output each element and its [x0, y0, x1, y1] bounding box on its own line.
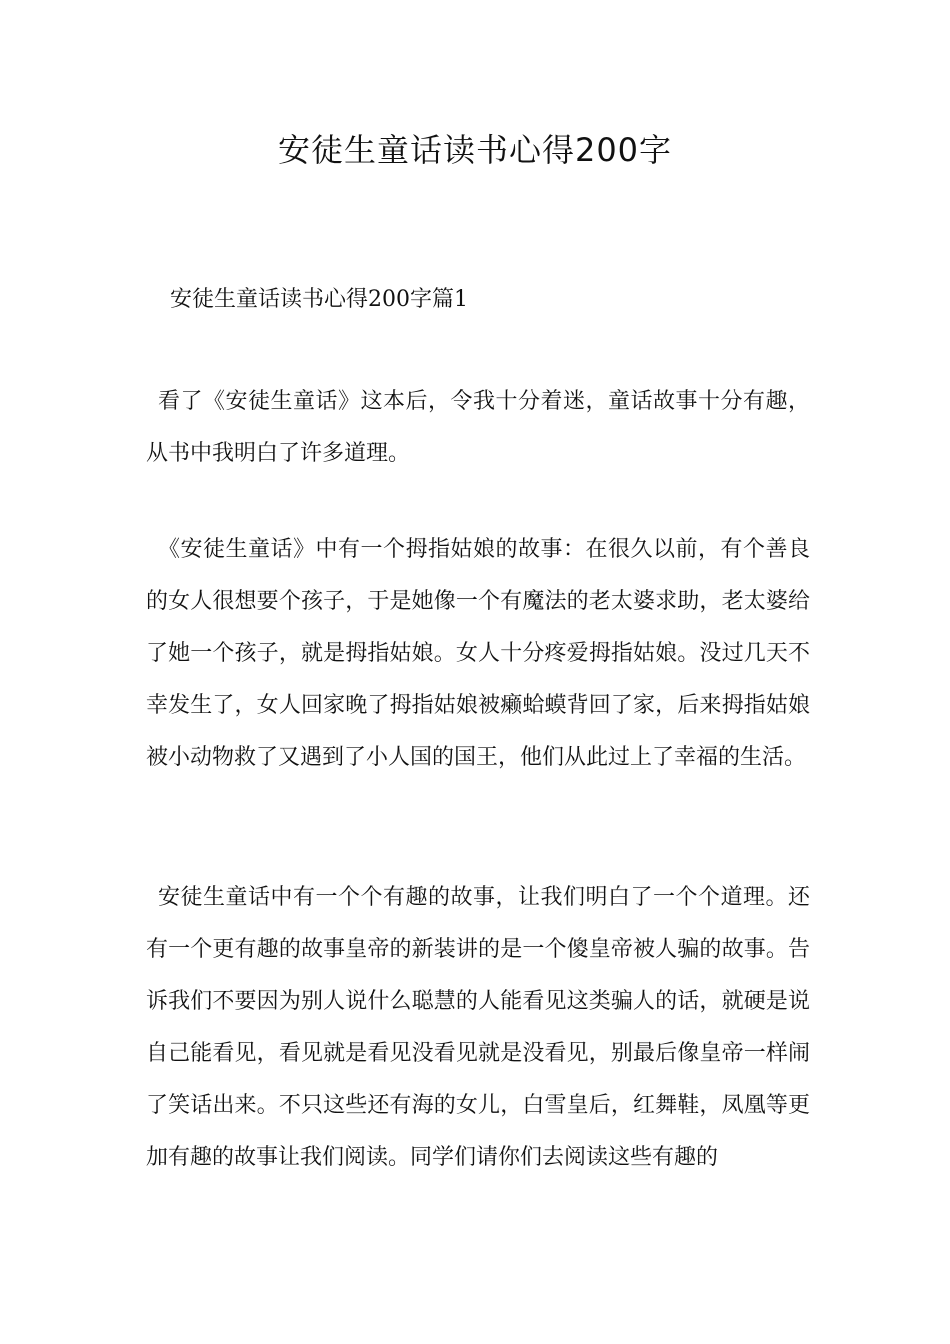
paragraph-intro: 看了《安徒生童话》这本后，令我十分着迷，童话故事十分有趣，从书中我明白了许多道理。: [146, 389, 810, 466]
section-heading: 安徒生童话读书心得200字篇1: [170, 287, 468, 312]
document-title: 安徒生童话读书心得200字: [277, 131, 673, 169]
paragraph-thumbelina: 《安徒生童话》中有一个拇指姑娘的故事：在很久以前，有个善良的女人很想要个孩子，于是她像一个有魔法的老太婆求助，老太婆给了她一个孩子，就是拇指姑娘。女人十分疼爱拇指姑娘。没过几天不幸发生了，女人回家晚了拇指姑娘被癞蛤蟆背回了家，后来拇指姑娘被小动物救了又遇到了小人国的国王，他们从此过上了幸福的生活。: [146, 537, 810, 770]
paragraph-emperor: 安徒生童话中有一个个有趣的故事，让我们明白了一个个道理。还有一个更有趣的故事皇帝的新装讲的是一个傻皇帝被人骗的故事。告诉我们不要因为别人说什么聪慧的人能看见这类骗人的话，就硬是说自己能看见，看见就是看见没看见就是没看见，别最后像皇帝一样闹了笑话出来。不只这些还有海的女儿，白雪皇后，红舞鞋，凤凰等更加有趣的故事让我们阅读。同学们请你们去阅读这些有趣的: [146, 885, 810, 1170]
